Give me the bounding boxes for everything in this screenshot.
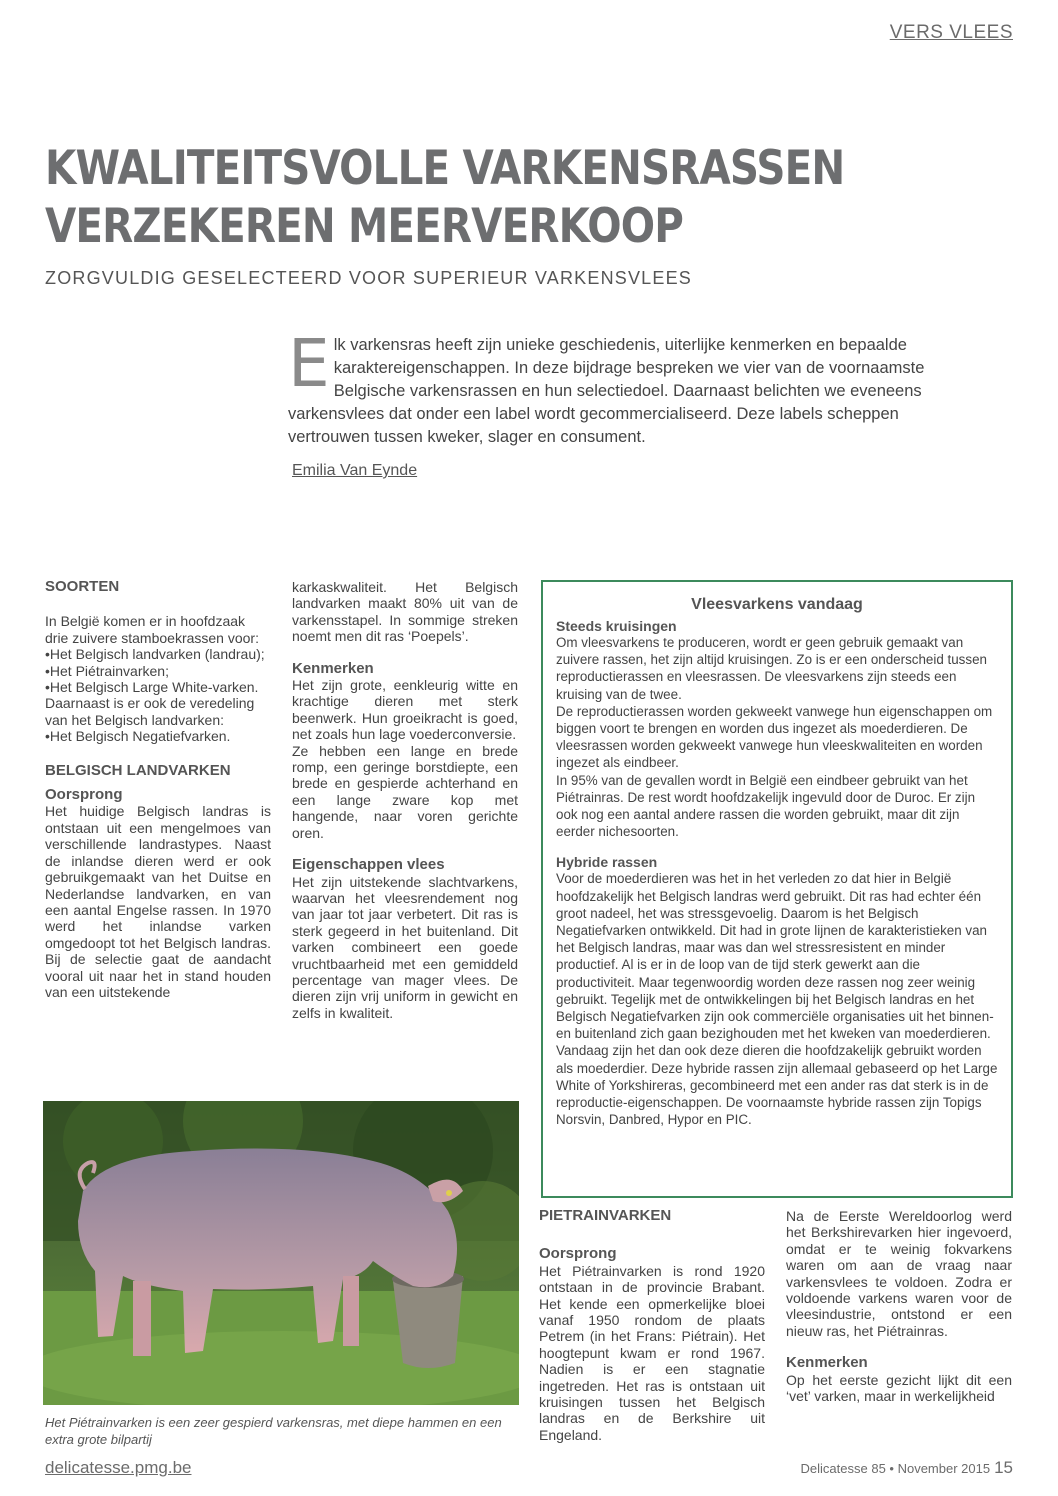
paragraph-continued: karkaskwaliteit. Het Belgisch landvarken maakt 80% uit van de varkensstapel. In sommige streken noemt men dit ras ‘Poepels’. <box>292 579 518 645</box>
paragraph-oorsprong: Het huidige Belgisch landras is ontstaan uit een mengelmoes van verschillende landrastypes. Naast de inlandse dieren werd er ook gebruikgemaakt van het Duitse en Nederlandse landvarken, en van een aantal Engelse rassen. In 1970 werd het inlandse varken omgedoopt tot het Belgisch landras. Bij de selectie gaat de aandacht vooral uit naar het in stand houden van een uitstekende <box>45 803 271 1000</box>
column-4 <box>786 1208 1012 1404</box>
list-item-text: Het Piétrainvarken; <box>49 662 169 679</box>
paragraph-continued: Na de Eerste Wereldoorlog werd het Berkshirevarken hier ingevoerd, omdat er te weinig fokvarkens waren om aan de vraag naar varkensvlees te voldoen. Zodra er voldoende varkens waren voor de vleesindustrie, ontstond er een nieuw ras, het Piétrainras. <box>786 1208 1012 1339</box>
page-number: 15 <box>994 1458 1013 1477</box>
list-item-text: Het Belgisch Negatiefvarken. <box>49 728 231 745</box>
list-item <box>45 646 271 662</box>
column-1 <box>45 579 271 1000</box>
subheading-kenmerken: Kenmerken <box>292 659 374 677</box>
paragraph-daarnaast: Daarnaast is er ook de veredeling van het Belgisch landvarken: <box>45 695 255 728</box>
paragraph-kenmerken: Op het eerste gezicht lijkt dit een ‘vet’ varken, maar in werkelijkheid <box>786 1371 1012 1405</box>
box-paragraph: In 95% van de gevallen wordt in België een eindbeer gebruikt van het Piétrainras. De rest wordt hoofdzakelijk ingevuld door de Duroc. Er zijn ook nog een aantal andere rassen die worden gebruikt, maar dit zijn eerder nichesoorten. <box>556 772 976 840</box>
box-paragraph: Om vleesvarkens te produceren, wordt er geen gebruik gemaakt van zuivere rassen, het zijn altijd kruisingen. Zo is er een onderscheid tussen reproductierassen en vleesrassen. De vleesvarkens zijn steeds een kruising van de twee. <box>556 635 987 702</box>
paragraph-oorsprong: Het Piétrainvarken is rond 1920 ontstaan in de provincie Brabant. Het kende een opmerkelijke bloei vanaf 1950 rondom de plaats Petrem (in het Frans: Piétrain). Het hoogtepunt kwam er rond 1967. Nadien is er een stagnatie ingetreden. Het ras is ontstaan uit kruisingen tussen het Belgisch landras en de Berkshire uit Engeland. <box>539 1262 765 1443</box>
author-byline: Emilia Van Eynde <box>292 462 418 479</box>
drop-cap: E <box>288 325 330 402</box>
subheading-oorsprong: Oorsprong <box>45 786 123 804</box>
sidebar-box <box>541 580 1013 1198</box>
section-tag: VERS VLEES <box>889 22 1013 43</box>
list-item <box>45 679 271 695</box>
subheading-eigenschappen: Eigenschappen vlees <box>292 856 445 874</box>
pig-photo <box>43 1101 519 1405</box>
box-title: Vleesvarkens vandaag <box>691 596 863 613</box>
list-item <box>45 728 271 744</box>
intro-text: lk varkensras heeft zijn unieke geschiedenis, uiterlijke kenmerken en bepaalde karaktereigenschappen. In deze bijdrage bespreken we vier van de voornaamste Belgische varkensrassen en hun selectiedoel. Daarnaast belichten we eveneens varkensvlees dat onder een label wordt gecommercialiseerd. Deze labels scheppen vertrouwen tussen kweker, slager en consument. <box>288 336 925 446</box>
photo-caption: Het Piétrainvarken is een zeer gespierd varkensras, met diepe hammen en een extra grote bilpartij <box>45 1415 502 1447</box>
paragraph-kenmerken-1: Het zijn grote, eenkleurig witte en krachtige dieren met sterk beenwerk. Hun groeikracht is goed, net zoals hun lage voederconversie. <box>292 677 518 743</box>
column-3 <box>539 1208 765 1443</box>
article-title <box>45 140 991 256</box>
footer-website-link[interactable]: delicatesse.pmg.be <box>45 1458 192 1477</box>
issue-label: Delicatesse 85 • November 2015 <box>800 1461 991 1476</box>
box-paragraph: Voor de moederdieren was het in het verleden zo dat hier in België hoofdzakelijk het Belgisch landras werd gebruikt. Dit ras had echter één groot nadeel, het was stressgevoelig. Daarom is het Belgisch Negatiefvarken ontwikkeld. Dit had in grote lijnen de karakteristieken van het Belgisch landras, maar was dan wel stressresistent en minder productief. Al is er in de loop van de tijd sterk gewerkt aan die productiviteit. Maar tegenwoordig worden deze rassen nog zeer weinig gebruikt. Tegelijk met de ontwikkelingen bij het Belgisch landras en het Belgisch Negatiefvarken zijn ook commerciële organisaties uit het binnen- en buitenland zich gaan bezighouden met het kweken van moederdieren. Vandaag zijn het dan ook deze dieren die hoofdzakelijk gebruikt worden als moederdier. Deze hybride rassen zijn allemaal gebaseerd op het Large White of Yorkshireras, gecombineerd met een ander ras dat sterk is in de reproductie-eigenschappen. De voornaamste hybride rassen zijn Topigs Norsvin, Danbred, Hypor en PIC. <box>556 871 998 1128</box>
column-2 <box>292 579 518 1021</box>
list-item <box>45 663 271 679</box>
paragraph-soorten: In België komen er in hoofdzaak drie zuivere stamboekrassen voor: <box>45 613 259 646</box>
title-line-1: KWALITEITSVOLLE VARKENSRASSEN <box>45 141 845 196</box>
box-subheading-kruisingen: Steeds kruisingen <box>556 618 677 634</box>
title-line-2: VERZEKEREN MEERVERKOOP <box>45 199 684 254</box>
heading-soorten: SOORTEN <box>45 578 120 595</box>
subheading-oorsprong: Oorsprong <box>539 1245 617 1263</box>
heading-pietrain: PIETRAINVARKEN <box>539 1207 672 1224</box>
pig-illustration <box>43 1101 519 1405</box>
heading-landvarken: BELGISCH LANDVARKEN <box>45 761 231 779</box>
list-item-text: Het Belgisch landvarken (landrau); <box>49 646 265 663</box>
paragraph-eigenschappen: Het zijn uitstekende slachtvarkens, waarvan het vleesrendement nog van jaar tot jaar verbetert. Dit ras is sterk gegeerd in het buitenland. Dit varken combineert een goede vruchtbaarheid met een gemiddeld percentage van mager vlees. De dieren zijn vrij uniform in gewicht en zelfs in kwaliteit. <box>292 873 518 1021</box>
subheading-kenmerken: Kenmerken <box>786 1354 868 1372</box>
intro-paragraph <box>288 325 968 449</box>
footer-issue-info <box>801 1458 1013 1478</box>
box-subheading-hybride: Hybride rassen <box>556 854 658 871</box>
list-item-text: Het Belgisch Large White-varken. <box>49 679 259 696</box>
box-paragraph: De reproductierassen worden gekweekt vanwege hun eigenschappen om biggen voort te brengen en worden dus ingezet als moederdieren. De vleesrassen worden gekweekt vanwege hun vleeskwaliteiten en worden ingezet als eindbeer. <box>556 703 993 771</box>
article-subtitle: ZORGVULDIG GESELECTEERD VOOR SUPERIEUR VARKENSVLEES <box>45 268 693 288</box>
paragraph-kenmerken-2: Ze hebben een lange en brede romp, een geringe borstdiepte, een brede en gespierde achterhand en een lange zware kop met hangende, naar voren gerichte oren. <box>292 742 518 841</box>
